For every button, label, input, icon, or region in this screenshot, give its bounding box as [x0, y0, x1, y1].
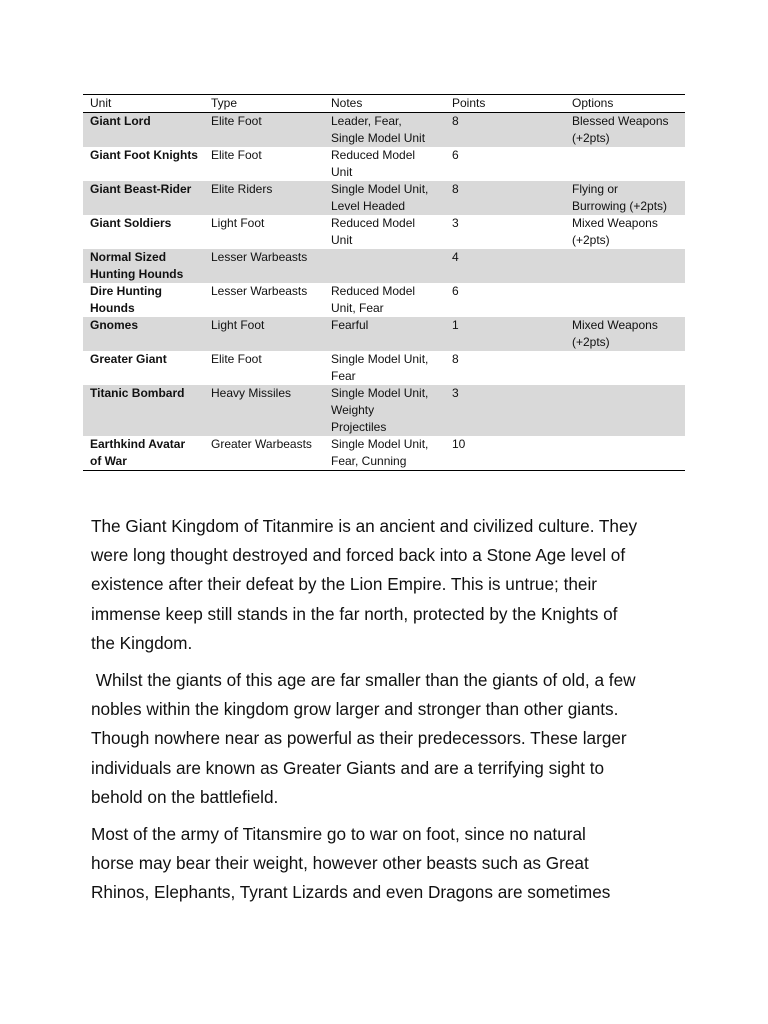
cell-options: [565, 436, 685, 471]
cell-points: 8: [445, 181, 565, 215]
cell-type: Lesser Warbeasts: [211, 284, 308, 298]
table-row: [83, 181, 685, 215]
table-row: [83, 283, 685, 317]
cell-notes: Single Model Unit, Level Headed: [324, 181, 445, 215]
cell-options: [565, 249, 685, 283]
cell-points: 8: [445, 113, 565, 148]
cell-notes: Single Model Unit, Fear, Cunning: [331, 437, 429, 468]
cell-options: [565, 283, 685, 317]
table-header-row: [83, 95, 685, 113]
cell-notes: Single Model Unit, Weighty Projectiles: [324, 385, 445, 436]
cell-points: 3: [452, 216, 459, 230]
cell-options: Flying or Burrowing (+2pts): [565, 181, 685, 215]
table-row: [83, 147, 685, 181]
table-row: [83, 351, 685, 385]
cell-unit: Dire Hunting Hounds: [90, 284, 162, 315]
table-row: [83, 385, 685, 436]
cell-points: 6: [452, 148, 459, 162]
cell-type: Heavy Missiles: [204, 385, 324, 436]
cell-notes: Reduced Model Unit: [331, 148, 416, 179]
cell-notes: Leader, Fear, Single Model Unit: [324, 113, 445, 148]
header-unit: Unit: [90, 96, 112, 110]
cell-type: Light Foot: [211, 216, 265, 230]
cell-points: 8: [452, 352, 459, 366]
table-row: [83, 317, 685, 351]
cell-type: Elite Riders: [204, 181, 324, 215]
body-paragraph: The Giant Kingdom of Titanmire is an ancient and civilized culture. They were long thought destroyed and forced back into a Stone Age level of existence after their defeat by the Lion Empire. This is untrue; their immense keep still stands in the far north, protected by the Knights of the Kingdom.: [91, 516, 638, 653]
cell-notes: Reduced Model Unit, Fear: [331, 284, 416, 315]
cell-type: Elite Foot: [211, 148, 262, 162]
header-type: Type: [211, 96, 238, 110]
cell-options: [565, 351, 685, 385]
cell-points: 4: [445, 249, 565, 283]
cell-points: 10: [452, 437, 466, 451]
cell-points: 3: [445, 385, 565, 436]
cell-notes: Single Model Unit, Fear: [331, 352, 429, 383]
cell-unit: Normal Sized Hunting Hounds: [83, 249, 204, 283]
body-paragraph: Whilst the giants of this age are far smaller than the giants of old, a few nobles within the kingdom grow larger and stronger than other giants. Though nowhere near as powerful as their predecessors. These larger individuals are known as Greater Giants and are a terrifying sight to behold on the battlefield.: [91, 670, 636, 807]
cell-notes: Fearful: [324, 317, 445, 351]
cell-unit: Greater Giant: [90, 352, 167, 366]
cell-options: Mixed Weapons (+2pts): [565, 317, 685, 351]
cell-notes: [324, 249, 445, 283]
cell-unit: Earthkind Avatar of War: [90, 437, 186, 468]
header-points: Points: [452, 96, 486, 110]
header-notes: Notes: [331, 96, 363, 110]
cell-unit: Giant Foot Knights: [90, 148, 198, 162]
cell-points: 6: [452, 284, 459, 298]
cell-points: 1: [445, 317, 565, 351]
cell-type: Elite Foot: [204, 113, 324, 148]
cell-options: Blessed Weapons (+2pts): [565, 113, 685, 148]
table-row: [83, 215, 685, 249]
header-options: Options: [572, 96, 614, 110]
cell-type: Elite Foot: [211, 352, 262, 366]
unit-table-body: [83, 113, 685, 471]
cell-type: Light Foot: [204, 317, 324, 351]
body-text: [91, 512, 683, 916]
table-row: [83, 113, 685, 148]
cell-unit: Titanic Bombard: [83, 385, 204, 436]
unit-table: [83, 94, 685, 471]
cell-options: [565, 385, 685, 436]
cell-unit: Giant Beast-Rider: [83, 181, 204, 215]
table-row: [83, 249, 685, 283]
cell-notes: Reduced Model Unit: [331, 216, 416, 247]
table-row: [83, 436, 685, 471]
cell-unit: Gnomes: [83, 317, 204, 351]
cell-options: Mixed Weapons (+2pts): [572, 216, 658, 247]
cell-unit: Giant Lord: [83, 113, 204, 148]
body-paragraph: Most of the army of Titansmire go to war on foot, since no natural horse may bear their weight, however other beasts such as Great Rhinos, Elephants, Tyrant Lizards and even Dragons are sometimes: [91, 824, 611, 903]
cell-type: Lesser Warbeasts: [204, 249, 324, 283]
cell-type: Greater Warbeasts: [211, 437, 312, 451]
cell-unit: Giant Soldiers: [90, 216, 172, 230]
cell-options: [565, 147, 685, 181]
